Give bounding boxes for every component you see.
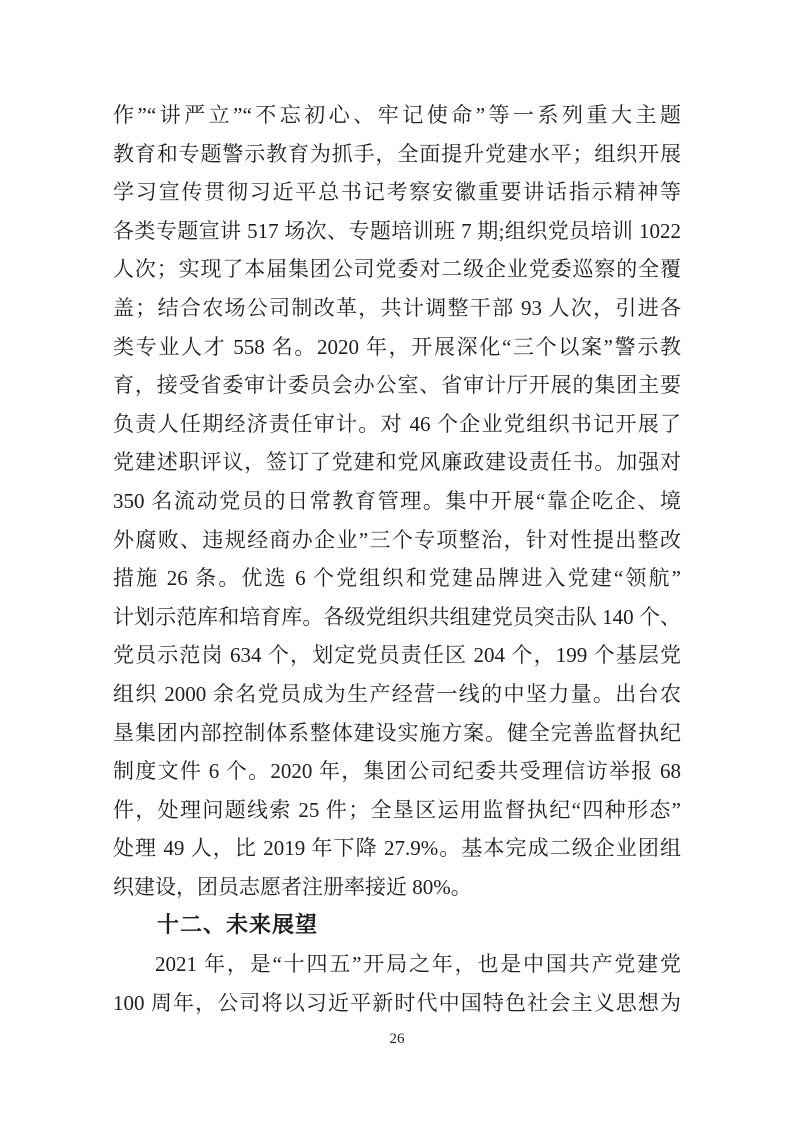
text-line: 各类专题宣讲 517 场次、专题培训班 7 期;组织党员培训 1022 <box>113 218 681 243</box>
text-line: 人次；实现了本届集团公司党委对二级企业党委巡察的全覆 <box>113 257 681 282</box>
text-line: 计划示范库和培育库。各级党组织共组建党员突击队 140 个、 <box>113 604 681 629</box>
text-line: 学习宣传贯彻习近平总书记考察安徽重要讲话指示精神等 <box>113 180 681 205</box>
text-line: 织建设，团员志愿者注册率接近 80%。 <box>113 874 472 899</box>
body-text <box>113 96 681 1022</box>
text-line: 垦集团内部控制体系整体建设实施方案。健全完善监督执纪 <box>113 720 681 745</box>
page-number: 26 <box>389 1031 405 1047</box>
text-line: 作”“讲严立”“不忘初心、牢记使命”等一系列重大主题 <box>113 103 681 127</box>
text-line: 350 名流动党员的日常教育管理。集中开展“靠企吃企、境 <box>113 488 681 513</box>
text-line: 负责人任期经济责任审计。对 46 个企业党组织书记开展了 <box>113 411 681 436</box>
text-line: 2021 年，是“十四五”开局之年，也是中国共产党建党 <box>155 952 681 977</box>
section-heading: 十二、未来展望 <box>157 912 319 938</box>
text-line: 教育和专题警示教育为抓手，全面提升党建水平；组织开展 <box>113 141 681 166</box>
text-line: 100 周年，公司将以习近平新时代中国特色社会主义思想为 <box>113 990 681 1015</box>
text-line: 处理 49 人，比 2019 年下降 27.9%。基本完成二级企业团组 <box>113 836 681 861</box>
text-line: 措施 26 条。优选 6 个党组织和党建品牌进入党建“领航” <box>113 566 681 591</box>
text-line: 件，处理问题线索 25 件；全垦区运用监督执纪“四种形态” <box>113 797 681 822</box>
text-line: 育，接受省委审计委员会办公室、省审计厅开展的集团主要 <box>113 373 681 398</box>
text-line: 党建述职评议，签订了党建和党风廉政建设责任书。加强对 <box>113 450 681 475</box>
text-line: 盖；结合农场公司制改革，共计调整干部 93 人次，引进各 <box>113 295 681 320</box>
text-line: 制度文件 6 个。2020 年，集团公司纪委共受理信访举报 68 <box>113 759 681 784</box>
text-line: 党员示范岗 634 个，划定党员责任区 204 个，199 个基层党 <box>113 643 681 668</box>
text-line: 类专业人才 558 名。2020 年，开展深化“三个以案”警示教 <box>113 334 681 359</box>
text-line: 外腐败、违规经商办企业”三个专项整治，针对性提出整改 <box>113 527 681 552</box>
text-line: 组织 2000 余名党员成为生产经营一线的中坚力量。出台农 <box>113 681 681 706</box>
